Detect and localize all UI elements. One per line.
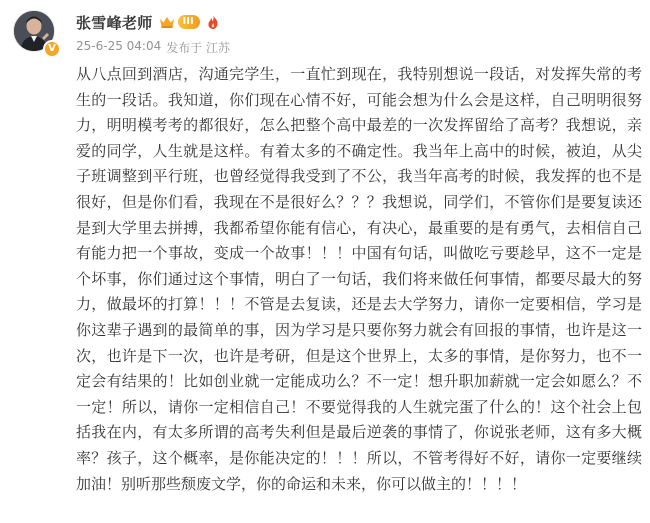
flame-icon	[207, 15, 219, 29]
level-badge: III	[178, 15, 200, 29]
post-location: 发布于 江苏	[166, 41, 231, 55]
author-row	[76, 11, 219, 33]
crown-icon	[159, 15, 175, 29]
post-meta	[76, 39, 230, 56]
post-text: 从八点回到酒店，沟通完学生，一直忙到现在，我特别想说一段话，对发挥失常的考生的一段话。我知道，你们现在心情不好，可能会想为什么会是这样，自己明明很努力，明明模考考的都很好，怎么把整个高中最差的一次发挥留给了高考？我想说，亲爱的同学，人生就是这样。有着太多的不确定性。我当年上高中的时候，被迫，从尖子班调整到平行班，也曾经觉得我受到了不公，我当年高考的时候，我发挥的也不是很好，但是你们看，我现在不是很好么？？？我想说，同学们，不管你们是要复读还是到大学里去拼搏，我都希望你能有信心，有决心，最重要的是有勇气，去相信自己有能力把一个事故，变成一个故事！！！中国有句话，叫做吃亏要趁早，这不一定是个坏事，你们通过这个事情，明白了一句话，我们将来做任何事情，都要尽最大的努力，做最坏的打算！！！不管是去复读，还是去大学努力，请你一定要相信，学习是你这辈子遇到的最简单的事，因为学习是只要你努力就会有回报的事情，也许是这一次，也许是下一次，也许是考研，但是这个世界上，太多的事情，是你努力，也不一定会有结果的！比如创业就一定能成功么？不一定！想升职加薪就一定会如愿么？不一定！所以，请你一定相信自己！不要觉得我的人生就完蛋了什么的！这个社会上包括我在内，有太多所谓的高考失利但是最后逆袭的事情了，你说张老师，这有多大概率？孩子，这个概率，是你能决定的！！！所以，不管考得好不好，请你一定要继续加油！别听那些颓废文学，你的命运和未来，你可以做主的！！！！	[76, 65, 642, 493]
post-timestamp[interactable]: 25-6-25 04:04	[76, 39, 162, 53]
verified-badge-icon: V	[43, 40, 61, 58]
author-name[interactable]: 张雪峰老师	[76, 13, 153, 32]
